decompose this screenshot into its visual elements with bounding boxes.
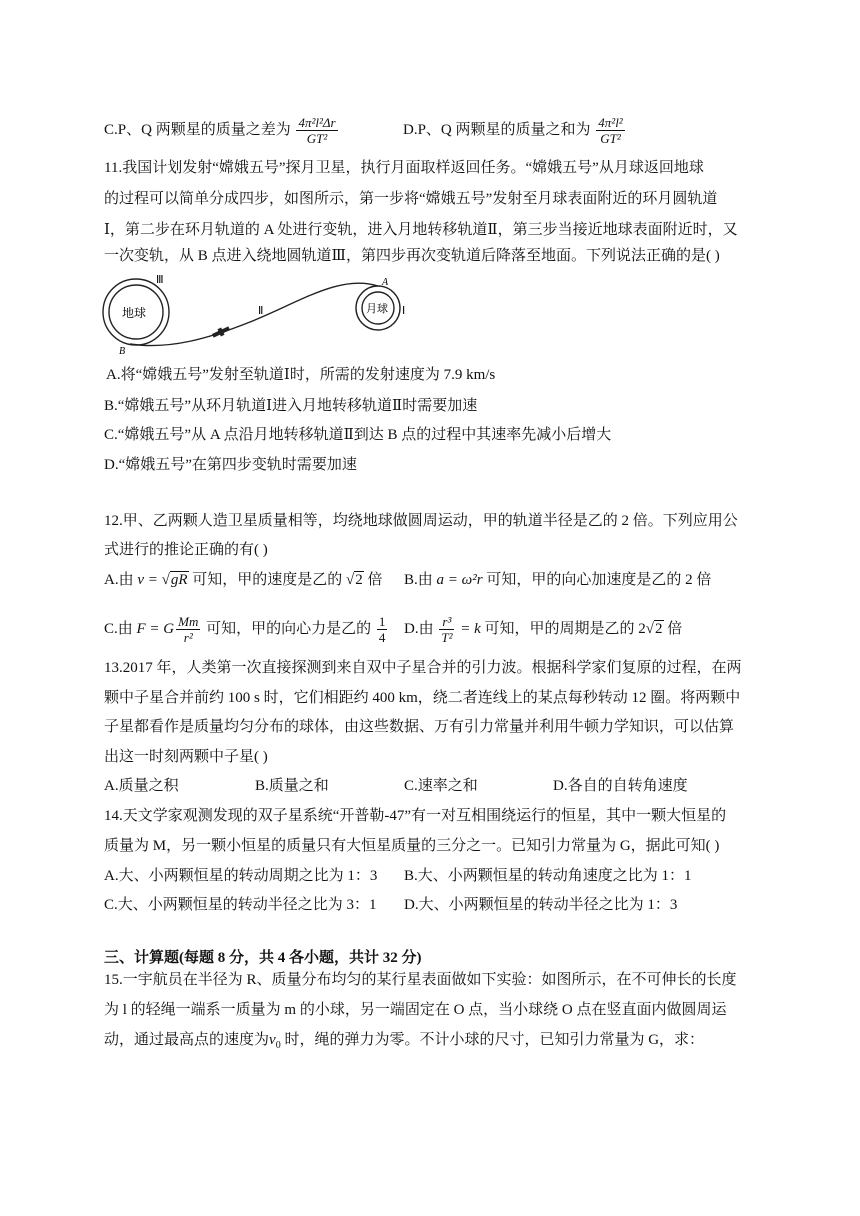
- orbit-ii-label: Ⅱ: [258, 305, 264, 317]
- satellite-icon: [211, 325, 231, 340]
- q12-option-d: D.由 $\frac{\text{r³}}{\text{T²}}$ = k 可知，甲的周期是乙的 2√2 倍: [404, 614, 683, 645]
- q14-option-a: A.大、小两颗恒星的转动周期之比为 1：3: [104, 868, 378, 884]
- q14-option-b: B.大、小两颗恒星的转动角速度之比为 1：1: [404, 868, 692, 884]
- q13-option-a: A.质量之积: [104, 778, 179, 794]
- q13-option-c: C.速率之和: [404, 778, 478, 794]
- q15-stem-line-1: 15.一宇航员在半径为 R、质量分布均匀的某行星表面做如下实验：如图所示，在不可伸长的长度: [104, 972, 737, 988]
- q12-option-d-fraction: $\frac{\text{r³}}{\text{T²}}$: [441, 614, 453, 645]
- orbit-iii-label: Ⅲ: [156, 274, 164, 286]
- q11-option-d: D.“嫦娥五号”在第四步变轨时需要加速: [104, 457, 357, 473]
- q13-stem-line-4: 出这一时刻两颗中子星( ): [104, 749, 268, 765]
- q12-option-c: C.由 F = G $\frac{Mm}{\text{r²}}$ 可知，甲的向心力是乙的 $\frac{1}{4}$: [104, 614, 386, 645]
- q11-stem-line-3: Ⅰ，第二步在环月轨道的 A 处进行变轨，进入月地转移轨道Ⅱ，第三步当接近地球表面附近时，又: [104, 222, 738, 238]
- section-3-heading: 三、计算题(每题 8 分，共 4 各小题，共计 32 分): [104, 950, 422, 966]
- q13-stem-line-1: 13.2017 年，人类第一次直接探测到来自双中子星合并的引力波。根据科学家们复原的过程，在两: [104, 660, 742, 676]
- transfer-orbit-ii: [130, 283, 378, 345]
- q12-option-a: A.由 v = √gR 可知，甲的速度是乙的 √2 倍: [104, 572, 383, 588]
- q10-option-c-fraction: $\frac{\text{4π²l²Δr}}{\text{GT²}}$: [298, 115, 336, 146]
- q13-option-b: B.质量之和: [255, 778, 329, 794]
- q11-orbit-figure: [100, 272, 420, 362]
- q11-option-a: A.将“嫦娥五号”发射至轨道Ⅰ时，所需的发射速度为 7.9 km/s: [106, 367, 496, 383]
- q10-option-c: C.P、Q 两颗星的质量之差为 $\frac{\text{4π²l²Δr}}{\text{GT²}}$: [104, 115, 336, 146]
- q11-option-c: C.“嫦娥五号”从 A 点沿月地转移轨道Ⅱ到达 B 点的过程中其速率先减小后增大: [104, 427, 612, 443]
- q13-option-d: D.各自的自转角速度: [553, 778, 688, 794]
- earth-label: 地球: [122, 306, 147, 320]
- q14-option-c: C.大、小两颗恒星的转动半径之比为 3：1: [104, 897, 377, 913]
- q14-stem-line-2: 质量为 M，另一颗小恒星的质量只有大恒星质量的三分之一。已知引力常量为 G，据此可知( ): [104, 838, 720, 854]
- point-b-label: B: [119, 346, 126, 357]
- q12-option-c-value-fraction: $\frac{1}{4}$: [378, 614, 386, 645]
- q14-option-d: D.大、小两颗恒星的转动半径之比为 1：3: [404, 897, 678, 913]
- q10-option-d-fraction: $\frac{\text{4π²l²}}{\text{GT²}}$: [598, 115, 623, 146]
- q12-option-c-formula-fraction: $\frac{Mm}{\text{r²}}$: [178, 614, 199, 645]
- q10-option-d: D.P、Q 两颗星的质量之和为 $\frac{\text{4π²l²}}{\text{GT²}}$: [403, 115, 623, 146]
- q14-stem-line-1: 14.天文学家观测发现的双子星系统“开普勒-47”有一对互相围绕运行的恒星，其中一颗大恒星的: [104, 808, 727, 824]
- q12-stem-line-2: 式进行的推论正确的有( ): [104, 542, 268, 558]
- q11-stem-line-4: 一次变轨，从 B 点进入绕地圆轨道Ⅲ，第四步再次变轨道后降落至地面。下列说法正确的是( ): [104, 248, 720, 264]
- point-a-label: A: [382, 277, 389, 288]
- moon-label: 月球: [366, 303, 388, 315]
- q15-stem-line-2: 为 l 的轻绳一端系一质量为 m 的小球，另一端固定在 O 点，当小球绕 O 点在竖直面内做圆周运: [104, 1002, 727, 1018]
- q11-option-b: B.“嫦娥五号”从环月轨道Ⅰ进入月地转移轨道Ⅱ时需要加速: [104, 398, 478, 414]
- q13-stem-line-2: 颗中子星合并前约 100 s 时，它们相距约 400 km，绕二者连线上的某点每秒转动 12 圈。将两颗中: [104, 690, 741, 706]
- q11-stem-line-2: 的过程可以简单分成四步，如图所示，第一步将“嫦娥五号”发射至月球表面附近的环月圆轨道: [104, 191, 718, 207]
- q11-stem-line-1: 11.我国计划发射“嫦娥五号”探月卫星，执行月面取样返回任务。“嫦娥五号”从月球返回地球: [104, 160, 704, 176]
- q13-stem-line-3: 子星都看作是质量均匀分布的球体，由这些数据、万有引力常量并利用牛顿力学知识，可以估算: [104, 719, 735, 735]
- q12-stem-line-1: 12.甲、乙两颗人造卫星质量相等，均绕地球做圆周运动，甲的轨道半径是乙的 2 倍。下列应用公: [104, 513, 738, 529]
- orbit-i-label: Ⅰ: [402, 305, 406, 317]
- q15-stem-line-3: 动，通过最高点的速度为$v_0$ 时，绳的弹力为零。不计小球的尺寸，已知引力常量为 G，求：: [104, 1032, 705, 1051]
- q12-option-b: B.由 a = ω²r 可知，甲的向心加速度是乙的 2 倍: [404, 572, 712, 588]
